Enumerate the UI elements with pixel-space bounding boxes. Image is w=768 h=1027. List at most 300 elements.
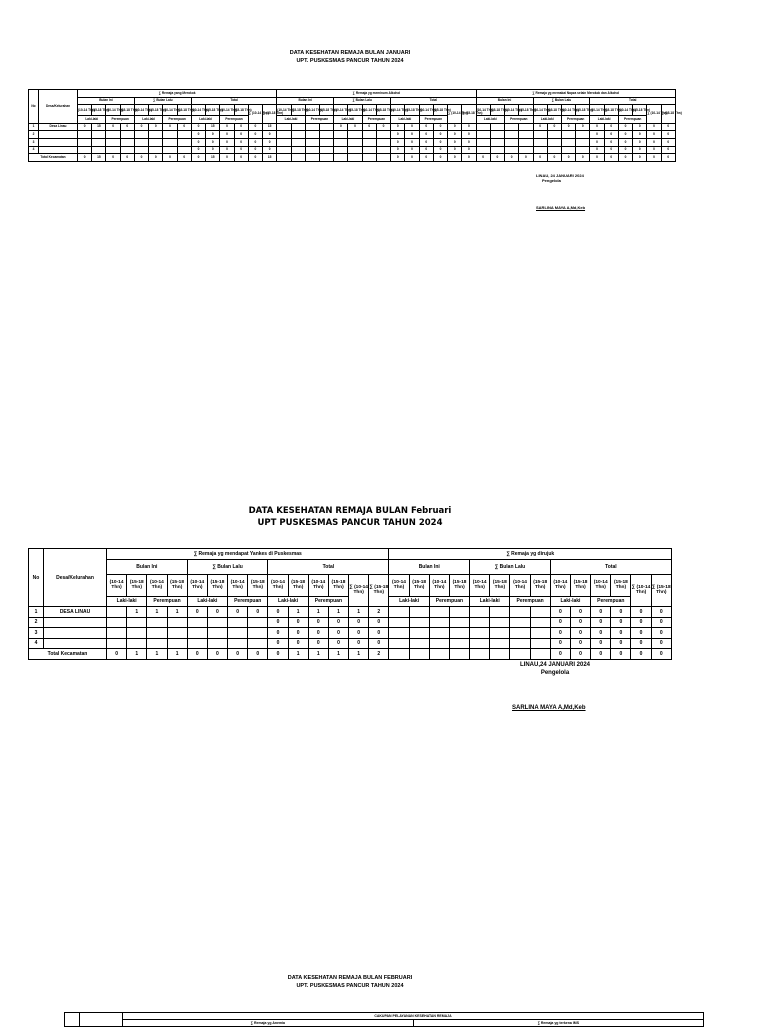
value-cell: [147, 628, 167, 639]
value-cell: [530, 638, 550, 649]
value-cell: 0: [308, 628, 328, 639]
row-desa: [39, 146, 78, 154]
group-header: ∑ Remaja yang Merokok: [78, 90, 277, 98]
age-header: (10-14 Thn): [618, 105, 632, 116]
value-cell: [490, 138, 504, 146]
value-cell: [163, 131, 177, 139]
row-desa: [39, 131, 78, 139]
age-header: (15-18 Thn): [177, 105, 191, 116]
value-cell: [533, 138, 547, 146]
age-header: (10-14 Thn): [590, 105, 604, 116]
age-header: (15-18 Thn): [291, 105, 305, 116]
value-cell: [547, 138, 561, 146]
value-cell: [163, 138, 177, 146]
gender-header-female: Perempuan: [591, 596, 631, 607]
sum-header: ∑ (15-18 Thn): [661, 105, 675, 124]
sub-header-bulan-ini: Bulan Ini: [107, 559, 188, 574]
section3-table: [64, 1012, 704, 1027]
gender-header-male: Laki-laki: [476, 116, 504, 124]
age-header: (15-18 Thn): [288, 574, 308, 596]
sum-header: ∑ (10-14 Thn): [349, 574, 369, 607]
value-cell: 1: [127, 607, 147, 618]
table-row: [29, 138, 676, 146]
age-header: (15-18 Thn): [234, 105, 248, 116]
value-cell: [348, 131, 362, 139]
value-cell: 0: [661, 123, 675, 131]
value-cell: [277, 146, 291, 154]
value-cell: 1: [349, 607, 369, 618]
value-cell: 0: [448, 131, 462, 139]
value-cell: [167, 617, 187, 628]
value-cell: [207, 638, 227, 649]
table-row: [29, 638, 672, 649]
value-cell: [134, 131, 148, 139]
value-cell: [389, 628, 409, 639]
value-cell: 0: [462, 146, 476, 154]
value-cell: 0: [349, 617, 369, 628]
sub-header-total: Total: [268, 559, 389, 574]
value-cell: [147, 617, 167, 628]
total-cell: 0: [604, 154, 618, 162]
value-cell: 0: [633, 123, 647, 131]
value-cell: 0: [405, 138, 419, 146]
total-label: Total Kecamatan: [29, 154, 78, 162]
age-header: (10-14 Thn): [389, 574, 409, 596]
section1-signature-block: [536, 173, 584, 183]
value-cell: 0: [647, 123, 661, 131]
age-header: (10-14 Thn): [591, 574, 611, 596]
age-header: (15-18 Thn): [92, 105, 106, 116]
value-cell: 0: [651, 638, 671, 649]
value-cell: 0: [651, 628, 671, 639]
age-header: (10-14 Thn): [505, 105, 519, 116]
total-cell: [530, 649, 550, 660]
value-cell: 0: [191, 123, 205, 131]
value-cell: [490, 628, 510, 639]
gender-header-female: Perempuan: [308, 596, 348, 607]
sub-header-bulan-lalu: ∑ Bulan Lalu: [187, 559, 268, 574]
value-cell: [334, 146, 348, 154]
total-cell: [510, 649, 530, 660]
value-cell: [409, 617, 429, 628]
age-header: (10-14 Thn): [308, 574, 328, 596]
value-cell: 0: [550, 607, 570, 618]
total-cell: 0: [462, 154, 476, 162]
value-cell: [319, 123, 333, 131]
section2-title-line2: UPT PUSKESMAS PANCUR TAHUN 2024: [257, 517, 443, 528]
section3-group-header: ∑ Remaja yg terkena IMS: [413, 1020, 704, 1027]
age-header: (10-14 Thn): [228, 574, 248, 596]
col-desa-header: Desa/Kelurahan: [39, 90, 78, 124]
total-cell: 0: [505, 154, 519, 162]
value-cell: 0: [462, 123, 476, 131]
row-desa: [44, 628, 107, 639]
value-cell: 0: [288, 638, 308, 649]
age-header: (15-18 Thn): [120, 105, 134, 116]
value-cell: [92, 131, 106, 139]
value-cell: 0: [328, 638, 348, 649]
value-cell: [470, 628, 490, 639]
value-cell: 0: [234, 131, 248, 139]
value-cell: 0: [206, 146, 220, 154]
value-cell: [490, 131, 504, 139]
value-cell: 0: [106, 123, 120, 131]
age-header: (10-14 Thn): [268, 574, 288, 596]
gender-header-female: Perempuan: [510, 596, 550, 607]
value-cell: [78, 146, 92, 154]
sum-header: ∑ (10-14 Thn): [448, 105, 462, 124]
value-cell: [177, 138, 191, 146]
value-cell: [389, 638, 409, 649]
value-cell: [107, 617, 127, 628]
age-header: (10-14 Thn): [429, 574, 449, 596]
value-cell: 0: [248, 123, 262, 131]
age-header: (10-14 Thn): [187, 574, 207, 596]
value-cell: 0: [576, 123, 590, 131]
sub-header-bulan-ini: Bulan Ini: [389, 559, 470, 574]
value-cell: 0: [177, 123, 191, 131]
age-header: (15-18 Thn): [409, 574, 429, 596]
value-cell: [429, 607, 449, 618]
value-cell: [476, 146, 490, 154]
age-header: (10-14 Thn): [147, 574, 167, 596]
gender-header-female: Perempuan: [618, 116, 646, 124]
value-cell: 0: [419, 131, 433, 139]
value-cell: 0: [263, 146, 277, 154]
value-cell: [120, 146, 134, 154]
row-no: 2: [29, 617, 44, 628]
sub-header-bulan-lalu: ∑ Bulan Lalu: [533, 97, 590, 105]
value-cell: [519, 131, 533, 139]
value-cell: [376, 146, 390, 154]
gender-header-female: Perempuan: [561, 116, 589, 124]
table-row: [29, 607, 672, 618]
header-row: [29, 549, 672, 560]
value-cell: 0: [561, 123, 575, 131]
value-cell: [106, 138, 120, 146]
value-cell: 0: [206, 131, 220, 139]
sub-header-total: Total: [590, 97, 676, 105]
value-cell: [576, 146, 590, 154]
sum-header: ∑ (15-18 Thn): [651, 574, 671, 607]
group-header: ∑ Remaja yg meminum Alkohol: [277, 90, 476, 98]
row-no: 2: [29, 131, 39, 139]
age-header: (10-14 Thn): [107, 574, 127, 596]
value-cell: [291, 131, 305, 139]
value-cell: [449, 638, 469, 649]
sub-header-total: Total: [550, 559, 671, 574]
gender-header-female: Perempuan: [228, 596, 268, 607]
value-cell: 0: [419, 138, 433, 146]
age-header: (10-14 Thn): [106, 105, 120, 116]
section1-title-line1: DATA KESEHATAN REMAJA BULAN JANUARI: [289, 50, 411, 56]
value-cell: [319, 146, 333, 154]
value-cell: 15: [263, 123, 277, 131]
total-cell: 0: [561, 154, 575, 162]
value-cell: [547, 146, 561, 154]
age-header: (15-18 Thn): [519, 105, 533, 116]
value-cell: [147, 638, 167, 649]
value-cell: 0: [391, 146, 405, 154]
age-header: (10-14 Thn): [78, 105, 92, 116]
age-header: (15-18 Thn): [633, 105, 647, 116]
row-desa: [39, 138, 78, 146]
value-cell: [476, 131, 490, 139]
total-cell: 15: [206, 154, 220, 162]
value-cell: [177, 131, 191, 139]
value-cell: [470, 607, 490, 618]
value-cell: 0: [618, 138, 632, 146]
value-cell: 0: [191, 138, 205, 146]
value-cell: 0: [533, 123, 547, 131]
value-cell: [362, 146, 376, 154]
total-cell: 0: [149, 154, 163, 162]
value-cell: 0: [149, 123, 163, 131]
value-cell: [519, 123, 533, 131]
age-header: (15-18 Thn): [611, 574, 631, 596]
sub-header-bulan-ini: Bulan Ini: [476, 97, 533, 105]
value-cell: 0: [234, 123, 248, 131]
value-cell: [149, 146, 163, 154]
total-cell: [490, 649, 510, 660]
section2-title: [0, 506, 700, 530]
age-header: (15-18 Thn): [348, 105, 362, 116]
value-cell: 0: [228, 607, 248, 618]
value-cell: [530, 617, 550, 628]
gender-header-female: Perempuan: [362, 116, 390, 124]
total-cell: 0: [618, 154, 632, 162]
value-cell: 0: [362, 123, 376, 131]
section2-place-date: LINAU,24 JANUARI 2024: [519, 662, 591, 668]
value-cell: [505, 146, 519, 154]
value-cell: [476, 123, 490, 131]
value-cell: 0: [349, 628, 369, 639]
value-cell: [78, 138, 92, 146]
value-cell: 0: [604, 123, 618, 131]
value-cell: [470, 638, 490, 649]
value-cell: [490, 638, 510, 649]
value-cell: [519, 146, 533, 154]
value-cell: 0: [334, 123, 348, 131]
total-cell: 0: [490, 154, 504, 162]
total-cell: 1: [349, 649, 369, 660]
gender-header-male: Laki-laki: [107, 596, 147, 607]
value-cell: 0: [604, 146, 618, 154]
sum-header: ∑ (10-14 Thn): [647, 105, 661, 124]
value-cell: [449, 607, 469, 618]
value-cell: [248, 617, 268, 628]
value-cell: 0: [590, 146, 604, 154]
age-header: (15-18 Thn): [405, 105, 419, 116]
value-cell: 0: [618, 146, 632, 154]
total-cell: 0: [631, 649, 651, 660]
value-cell: 0: [611, 638, 631, 649]
value-cell: [547, 131, 561, 139]
value-cell: 1: [308, 607, 328, 618]
gender-header-male: Laki-laki: [470, 596, 510, 607]
total-cell: 0: [651, 649, 671, 660]
age-header: (15-18 Thn): [207, 574, 227, 596]
value-cell: 0: [611, 607, 631, 618]
section3-title-line2: UPT. PUSKESMAS PANCUR TAHUN 2024: [296, 982, 404, 989]
gender-header-male: Laki-laki: [590, 116, 618, 124]
value-cell: [207, 617, 227, 628]
value-cell: [127, 617, 147, 628]
age-header: (10-14 Thn): [391, 105, 405, 116]
value-cell: [167, 628, 187, 639]
value-cell: [319, 131, 333, 139]
age-header: (15-18 Thn): [570, 574, 590, 596]
value-cell: [576, 131, 590, 139]
value-cell: [409, 628, 429, 639]
value-cell: [187, 617, 207, 628]
section3-main-header: CAKUPAN PELAYANAN KESEHATAN REMAJA: [123, 1013, 704, 1020]
value-cell: 0: [631, 607, 651, 618]
section3-title: [0, 975, 700, 990]
row-no: 3: [29, 138, 39, 146]
age-header: (10-14 Thn): [550, 574, 570, 596]
gender-header-male: Laki-laki: [391, 116, 419, 124]
value-cell: [533, 146, 547, 154]
value-cell: 0: [405, 131, 419, 139]
value-cell: 0: [308, 638, 328, 649]
value-cell: 0: [433, 138, 447, 146]
section1-table: [28, 89, 682, 162]
value-cell: [533, 131, 547, 139]
value-cell: 0: [419, 123, 433, 131]
value-cell: [510, 628, 530, 639]
value-cell: [305, 146, 319, 154]
value-cell: 0: [591, 617, 611, 628]
header-row: [29, 97, 676, 105]
value-cell: 0: [369, 628, 389, 639]
age-header: (10-14 Thn): [163, 105, 177, 116]
total-cell: 0: [433, 154, 447, 162]
value-cell: 0: [78, 123, 92, 131]
value-cell: [505, 138, 519, 146]
value-cell: [490, 617, 510, 628]
value-cell: [561, 131, 575, 139]
age-header: (10-14 Thn): [362, 105, 376, 116]
value-cell: 0: [191, 146, 205, 154]
value-cell: 0: [550, 617, 570, 628]
age-header: (15-18 Thn): [248, 574, 268, 596]
value-cell: [228, 628, 248, 639]
age-header: (15-18 Thn): [604, 105, 618, 116]
total-row: [29, 154, 676, 162]
gender-header-male: Laki-laki: [389, 596, 429, 607]
section1-title-line2: UPT. PUSKESMAS PANCUR TAHUN 2024: [296, 57, 404, 64]
age-header: (10-14 Thn): [470, 574, 490, 596]
value-cell: 0: [328, 628, 348, 639]
value-cell: [163, 146, 177, 154]
value-cell: 0: [611, 617, 631, 628]
value-cell: [319, 138, 333, 146]
gender-header-male: Laki-laki: [268, 596, 308, 607]
sub-header-total: Total: [391, 97, 476, 105]
value-cell: 0: [462, 131, 476, 139]
value-cell: 0: [604, 138, 618, 146]
value-cell: 0: [234, 146, 248, 154]
value-cell: 0: [590, 123, 604, 131]
total-cell: [429, 649, 449, 660]
section3-desa-header: [80, 1013, 123, 1027]
value-cell: [476, 138, 490, 146]
row-no: 4: [29, 638, 44, 649]
header-row: [29, 116, 676, 124]
value-cell: 0: [220, 131, 234, 139]
sub-header-bulan-lalu: ∑ Bulan Lalu: [470, 559, 551, 574]
value-cell: 2: [369, 607, 389, 618]
age-header: (10-14 Thn): [533, 105, 547, 116]
value-cell: [510, 617, 530, 628]
value-cell: [389, 617, 409, 628]
value-cell: 0: [433, 131, 447, 139]
value-cell: 0: [618, 131, 632, 139]
value-cell: [127, 628, 147, 639]
value-cell: 0: [248, 138, 262, 146]
total-cell: 0: [134, 154, 148, 162]
age-header: (15-18 Thn): [490, 105, 504, 116]
value-cell: [134, 138, 148, 146]
total-cell: 2: [369, 649, 389, 660]
value-cell: 0: [631, 628, 651, 639]
total-cell: 0: [405, 154, 419, 162]
gender-header-male: Laki-laki: [334, 116, 362, 124]
total-cell: [449, 649, 469, 660]
value-cell: [248, 638, 268, 649]
col-no-header: No: [29, 549, 44, 607]
value-cell: [510, 638, 530, 649]
value-cell: [376, 131, 390, 139]
value-cell: 0: [651, 617, 671, 628]
value-cell: [348, 146, 362, 154]
total-cell: 0: [647, 154, 661, 162]
gender-header-female: Perempuan: [147, 596, 187, 607]
value-cell: [277, 131, 291, 139]
value-cell: 0: [220, 138, 234, 146]
total-cell: 0: [106, 154, 120, 162]
section2-title-line1: DATA KESEHATAN REMAJA BULAN Februari: [248, 506, 452, 516]
gender-header-female: Perempuan: [429, 596, 469, 607]
value-cell: 0: [631, 617, 651, 628]
value-cell: 0: [590, 131, 604, 139]
value-cell: 0: [268, 628, 288, 639]
table-row: [29, 617, 672, 628]
value-cell: [187, 638, 207, 649]
value-cell: 0: [618, 123, 632, 131]
value-cell: 0: [369, 638, 389, 649]
value-cell: [530, 628, 550, 639]
total-cell: [291, 154, 305, 162]
age-header: (15-18 Thn): [576, 105, 590, 116]
total-cell: 0: [248, 649, 268, 660]
section1-signer: SARLINA MAYA A,Md,Keb: [536, 205, 586, 210]
value-cell: 0: [448, 138, 462, 146]
value-cell: [134, 146, 148, 154]
total-cell: [319, 154, 333, 162]
value-cell: 0: [207, 607, 227, 618]
gender-header-male: Laki-laki: [277, 116, 305, 124]
total-cell: [389, 649, 409, 660]
value-cell: [334, 131, 348, 139]
total-cell: 0: [550, 649, 570, 660]
age-header: (15-18 Thn): [206, 105, 220, 116]
total-cell: [334, 154, 348, 162]
table-row: [29, 131, 676, 139]
total-label: Total Kecamatan: [29, 649, 107, 660]
total-cell: 0: [590, 154, 604, 162]
